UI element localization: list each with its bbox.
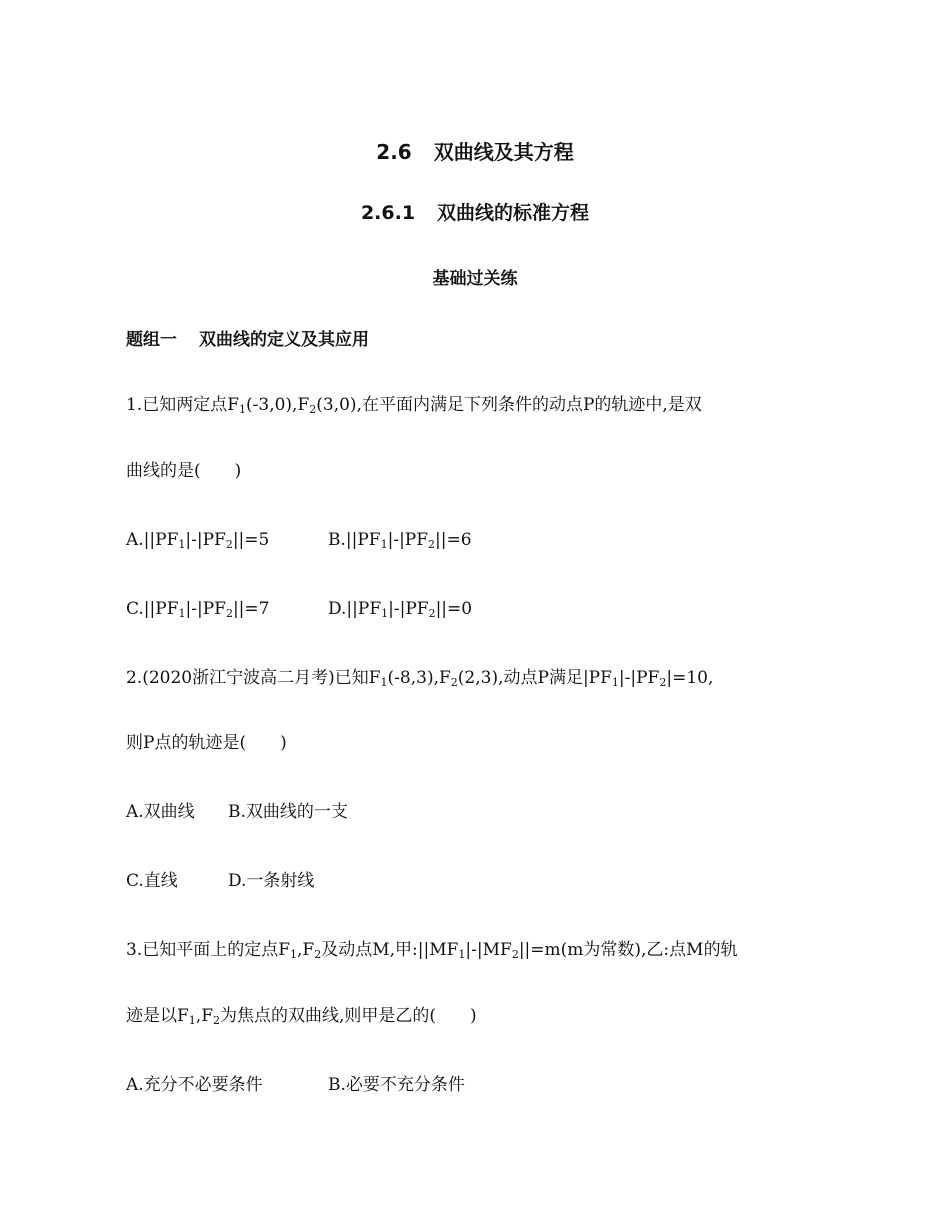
q2-option-c: C.直线 bbox=[126, 871, 178, 891]
q1-option-c: $C.||PF_1|-|PF_2||=7$ bbox=[126, 599, 270, 620]
section-heading bbox=[0, 198, 950, 225]
question-2-line-2: 则P点的轨迹是( ) bbox=[126, 733, 287, 753]
chapter-number: 2.6 bbox=[376, 140, 412, 164]
chapter-title: 双曲线及其方程 bbox=[433, 140, 574, 164]
q2-option-a: A.双曲线 bbox=[126, 802, 195, 822]
question-3-line-2: 迹是以$F_1,F_2$为焦点的双曲线,则甲是乙的( ) bbox=[126, 1006, 477, 1027]
q2-option-b: B.双曲线的一支 bbox=[228, 802, 348, 822]
q1-option-b: $B.||PF_1|-|PF_2||=6$ bbox=[328, 530, 472, 551]
group-heading bbox=[126, 328, 369, 352]
group-title: 双曲线的定义及其应用 bbox=[199, 330, 369, 350]
section-number: 2.6.1 bbox=[360, 202, 416, 224]
q1-option-d: $D.||PF_1|-|PF_2||=0$ bbox=[328, 599, 473, 620]
exercise-subtitle: 基础过关练 bbox=[432, 269, 518, 289]
q1-option-a: $A.||PF_1|-|PF_2||=5$ bbox=[126, 530, 270, 551]
q3-option-a: A.充分不必要条件 bbox=[126, 1075, 263, 1095]
section-title: 双曲线的标准方程 bbox=[437, 202, 590, 224]
chapter-heading bbox=[0, 136, 950, 165]
q2-option-d: D.一条射线 bbox=[228, 871, 315, 891]
q3-option-b: B.必要不充分条件 bbox=[328, 1075, 465, 1095]
question-1-line-1: 1.已知两定点$F_1(-3,0),F_2(3,0)$,在平面内满足下列条件的动点P的轨迹中,是双 bbox=[126, 395, 702, 416]
question-2-line-1: 2.(2020浙江宁波高二月考)已知$F_1(-8,3),F_2(2,3)$,动点P满足$|PF_1|-|PF_2|=10$, bbox=[126, 668, 714, 689]
question-3-line-1: 3.已知平面上的定点$F_1,F_2$及动点M,甲$:||MF_1|-|MF_2||=m(m$为常数),乙:点M的轨 bbox=[126, 940, 738, 961]
question-1-line-2: 曲线的是( ) bbox=[126, 461, 242, 481]
group-label: 题组一 bbox=[126, 330, 177, 350]
